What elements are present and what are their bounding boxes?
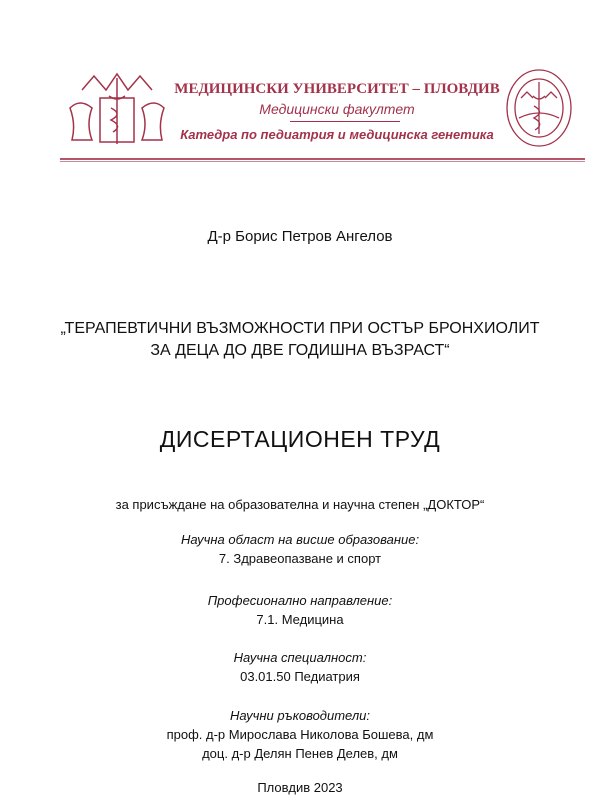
faculty-seal	[505, 68, 573, 148]
field-value-professional-direction: 7.1. Медицина	[256, 612, 344, 627]
field-value-scientific-area: 7. Здравеопазване и спорт	[218, 551, 382, 566]
field-label-scientific-area: Научна област на висше образование:	[180, 532, 420, 547]
place-year: Пловдив 2023	[257, 780, 343, 795]
divider	[290, 121, 400, 122]
field-label-specialty: Научна специалност:	[233, 650, 367, 665]
field-label-professional-direction: Професионално направление:	[207, 593, 393, 608]
dissertation-title	[0, 318, 600, 362]
header-rule-thin	[60, 161, 585, 162]
title-line-2: ЗА ДЕЦА ДО ДВЕ ГОДИШНА ВЪЗРАСТ“	[150, 342, 450, 359]
supervisor-1: проф. д-р Мирослава Николова Бошева, дм	[166, 727, 434, 742]
field-label-supervisors: Научни ръководители:	[229, 708, 371, 723]
title-line-1: „ТЕРАПЕВТИЧНИ ВЪЗМОЖНОСТИ ПРИ ОСТЪР БРОНХИОЛИТ	[60, 320, 540, 337]
faculty-name: Медицински факултет	[259, 101, 415, 117]
degree-award: за присъждане на образователна и научна степен „ДОКТОР“	[115, 497, 485, 512]
department-name: Катедра по педиатрия и медицинска генетика	[180, 127, 494, 142]
document-type: ДИСЕРТАЦИОНЕН ТРУД	[159, 426, 441, 452]
field-value-specialty: 03.01.50 Педиатрия	[240, 669, 360, 684]
university-name: МЕДИЦИНСКИ УНИВЕРСИТЕТ – ПЛОВДИВ	[174, 81, 500, 97]
author-name: Д-р Борис Петров Ангелов	[207, 228, 393, 245]
header-rule	[60, 158, 585, 160]
supervisor-2: доц. д-р Делян Пенев Делев, дм	[202, 746, 398, 761]
university-logo	[62, 68, 172, 148]
